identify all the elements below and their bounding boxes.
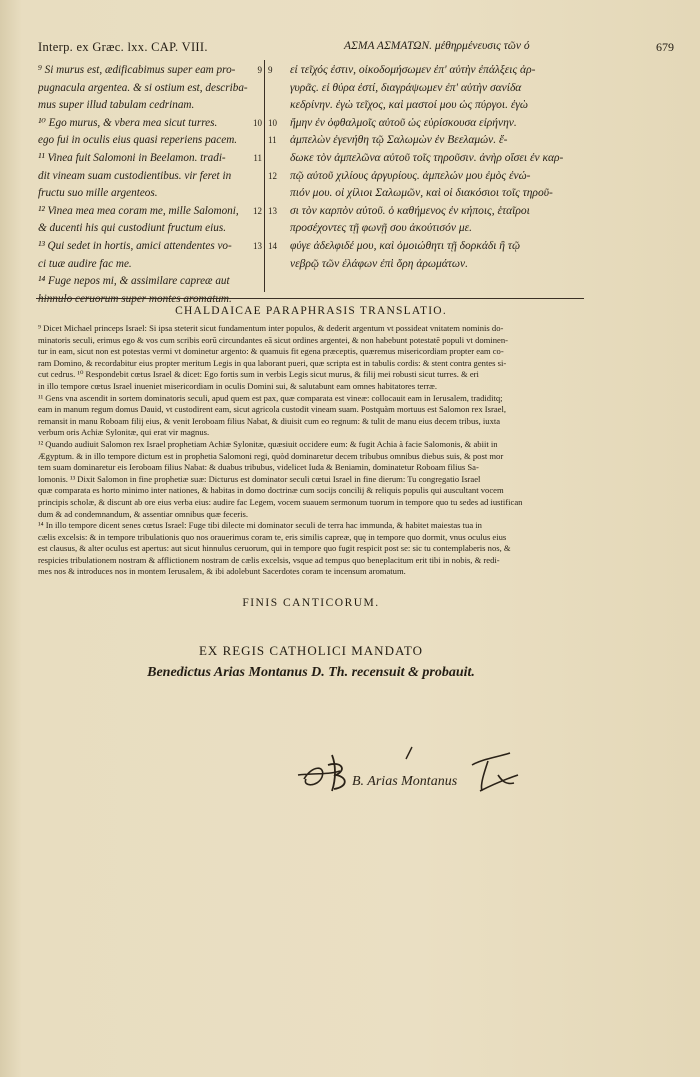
finis-heading: FINIS CANTICORUM. bbox=[242, 597, 380, 609]
paraphrasis-line: quæ comparata es horto minimo inter nationes, & habitas in domo doctrinæ cum socijs concilij & reliquis populis qui auscultant vocem bbox=[38, 485, 504, 496]
verse-mark bbox=[244, 273, 262, 291]
header-chapter: Interp. ex Græc. lxx. CAP. VIII. bbox=[38, 40, 208, 54]
paraphrasis-line: ¹⁴ In illo tempore dicent senes cœtus Israel: Fuge tibi dilecte mi dominator seculi de terra hac immunda, & habitet maiestas tua in bbox=[38, 520, 482, 531]
paraphrasis-line: ¹² Quando audiuit Salomon rex Israel prophetiam Achiæ Sylonitæ, quæsiuit occidere eum: & fugit Achia à facie Salomonis, & abiit in bbox=[38, 438, 498, 449]
latin-line: dit vineam suam custodientibus. vir feret in bbox=[38, 169, 232, 182]
latin-line: ¹¹ Vinea fuit Salomoni in Beelamon. tradi- bbox=[38, 151, 226, 164]
paraphrasis-line: verbum oris Achiæ Sylonitæ, qui erat vir magnus. bbox=[38, 427, 210, 438]
verse-mark: 13 bbox=[268, 205, 277, 216]
verse-mark bbox=[268, 256, 286, 274]
paraphrasis-line: cut cedrus. ¹⁰ Respondebit cœtus Israel & dicet: Ego fortis sum in verbis Legis sicut murus, & filij mei robusti sicut turres. & eri bbox=[38, 369, 479, 380]
paraphrasis-line: est clausus, & alter oculus est apertus: aut sicut hinnulus ceruorum, qui in tempore quo fugit respicit post se: sic tu contemplaberis nos, & bbox=[38, 543, 511, 554]
latin-line: ¹⁴ Fuge nepos mi, & assimilare capreæ aut bbox=[38, 275, 230, 288]
verse-mark bbox=[244, 185, 262, 203]
paraphrasis-title: CHALDAICAE PARAPHRASIS TRANSLATIO. bbox=[175, 305, 447, 317]
latin-line: fructu suo mille argenteos. bbox=[38, 187, 158, 200]
verse-mark: 9 bbox=[257, 65, 262, 75]
verse-mark: 13 bbox=[253, 240, 262, 251]
greek-line: νεβρῷ τῶν ἐλάφων ἐπὶ ὄρη ἀρωμάτων. bbox=[290, 257, 469, 270]
verse-mark bbox=[244, 220, 262, 238]
greek-line: εἰ τεῖχός ἐστιν, οἰκοδομήσωμεν ἐπ' αὐτὴν ἐπάλξεις ἀρ- bbox=[290, 64, 536, 76]
greek-line: ἤμην ἐν ὀφθαλμοῖς αὐτοῦ ὡς εὑρίσκουσα εἰρήνην. bbox=[290, 116, 517, 129]
latin-line: ego fui in oculis eius quasi reperiens pacem. bbox=[38, 134, 238, 147]
paraphrasis-line: in illo tempore cœtus Israel inueniet misericordiam in oculis Domini sui, & salutabunt eam omnes habitatores terræ. bbox=[38, 380, 438, 391]
paraphrasis-line: Ægyptum. & in illo tempore dictum est in prophetia Salomoni regi, quòd dominaretur decem tribubus omnibus diebus suis, & post mor bbox=[38, 450, 504, 461]
verse-mark bbox=[268, 185, 286, 203]
verse-mark: 14 bbox=[268, 240, 277, 251]
greek-line: σι τὸν καρπὸν αὐτοῦ. ὁ καθήμενος ἐν κήποις, ἑταῖροι bbox=[290, 204, 530, 217]
approval-line: Benedictus Arias Montanus D. Th. recensuit & probauit. bbox=[147, 665, 475, 680]
verse-marks-left bbox=[244, 62, 262, 308]
latin-line: pugnacula argentea. & si ostium est, describa- bbox=[38, 81, 248, 94]
latin-line: ¹³ Qui sedet in hortis, amici attendentes vo- bbox=[38, 239, 232, 252]
latin-line: ¹² Vinea mea mea coram me, mille Salomoni, bbox=[38, 204, 239, 217]
header-greek-title: ΑΣΜΑ ΑΣΜΑΤΩΝ. μέθηρμένευσις τῶν ό bbox=[344, 40, 530, 52]
greek-line: πιόν μου. οἱ χίλιοι Σαλωμῶν, καὶ οἱ διακόσιοι τοῖς τηροῦ- bbox=[290, 187, 553, 200]
greek-line: κεδρίνην. ἐγὼ τεῖχος, καὶ μαστοί μου ὡς πύργοι. ἐγὼ bbox=[290, 99, 529, 112]
greek-column bbox=[290, 62, 590, 273]
paraphrasis-line: ram Domino, & recordabitur eius propter meritum Legis in qua laborant pueri, quæ scripta est in tabulis cordis: & stent contra gentes si- bbox=[38, 357, 507, 368]
paraphrasis-line: dum & ad condemnandum, & assentiar omnibus quæ feceris. bbox=[38, 508, 249, 519]
verse-mark: 10 bbox=[253, 117, 262, 128]
verse-mark bbox=[268, 150, 286, 168]
verse-mark bbox=[268, 97, 286, 115]
latin-line: ci tuæ audire fac me. bbox=[38, 257, 132, 270]
verse-mark: 11 bbox=[253, 152, 262, 163]
latin-column bbox=[38, 62, 260, 308]
handwritten-signature bbox=[292, 735, 532, 805]
greek-line: ἀμπελὼν ἐγενήθη τῷ Σαλωμὼν ἐν Βεελαμών. ἔ- bbox=[290, 134, 508, 147]
verse-mark bbox=[244, 256, 262, 274]
paraphrasis-line: respicies tribulationem nostram & afflictionem nostram de cælis excelsis, vsque ad tempus quo beneplacitum erit tibi in nobis, & redi- bbox=[38, 554, 500, 565]
verse-mark: 9 bbox=[268, 65, 273, 75]
running-header bbox=[38, 40, 678, 60]
signature-text: B. Arias Montanus bbox=[352, 774, 458, 789]
paraphrasis-line: mes nos & introduces nos in montem Ierusalem, & ibi adolebunt Sacerdotes coram te incensum aromatum. bbox=[38, 566, 406, 577]
paraphrasis-line: ¹¹ Gens vna ascendit in sortem dominatoris seculi, apud quem est pax, quæ comparata est vineæ: collocauit eam in Ierusalem, tradiditq; bbox=[38, 392, 503, 403]
greek-line: φύγε ἀδελφιδέ μου, καὶ ὁμοιώθητι τῇ δορκάδι ἢ τῷ bbox=[290, 239, 521, 252]
verse-mark bbox=[244, 97, 262, 115]
latin-line: ⁹ Si murus est, ædificabimus super eam pro- bbox=[38, 64, 236, 76]
latin-line: ¹⁰ Ego murus, & vbera mea sicut turres. bbox=[38, 116, 218, 129]
paraphrasis-line: lomonis. ¹³ Dixit Salomon in fine prophetiæ suæ: Dicturus est dominator seculi cœtui Israel in fine dierum: Tu congregatio Israel bbox=[38, 473, 481, 484]
verse-mark: 12 bbox=[253, 205, 262, 216]
mandato-line: EX REGIS CATHOLICI MANDATO bbox=[198, 643, 423, 658]
verse-mark bbox=[244, 132, 262, 150]
verse-marks-right bbox=[268, 62, 286, 273]
paraphrasis-line: minatoris seculi, erimus ego & vos cum scribis eorū circundantes eā sicut ordines argentei, & non habebunt potestatē populi vt dominen- bbox=[38, 334, 508, 345]
paraphrasis-text bbox=[38, 323, 588, 578]
paraphrasis-line: cælis excelsis: & in tempore tribulationis quo nos orauerimus coram te, eris similis capreæ, quę in tempore quo dormit, vnus oculus eius bbox=[38, 531, 507, 542]
verse-mark bbox=[244, 168, 262, 186]
verse-mark bbox=[268, 220, 286, 238]
paraphrasis-line: ⁹ Dicet Michael princeps Israel: Si ipsa steterit sicut fundamentum inter populos, & dederit argentum vt possideat vnitatem nominis do- bbox=[38, 323, 504, 333]
paraphrasis-line: principis scholæ, & discunt ab ore eius verba eius: audire fac Legem, vocem suauem sermonum tuorum in tempore quo tu sedes ad iustifican bbox=[38, 496, 523, 507]
greek-line: γυρᾶς. εἰ θύρα ἐστί, διαγράψωμεν ἐπ' αὐτὴν σανίδα bbox=[290, 81, 522, 94]
verse-mark: 11 bbox=[268, 135, 277, 146]
greek-line: πῷ αὐτοῦ χιλίους ἀργυρίους. ἀμπελών μου ἐμὸς ἐνώ- bbox=[290, 169, 531, 182]
paraphrasis-line: remansit in manu Roboam filij eius, & venit Ieroboam filius Nabat, & diuisit cum eo regnum: & tulit de manu eius decem tribus, iuxta bbox=[38, 415, 501, 426]
page-number: 679 bbox=[656, 40, 674, 54]
verse-mark: 12 bbox=[268, 170, 277, 181]
column-divider bbox=[264, 60, 265, 292]
verse-mark: 10 bbox=[268, 117, 277, 128]
paraphrasis-line: tem suam dominaretur eis Ieroboam filius Nabat: & duabus tribubus, videlicet Iuda & Beniamin, dominatetur Roboam filius Sa- bbox=[38, 462, 479, 473]
verse-mark bbox=[268, 80, 286, 98]
section-rule bbox=[36, 298, 584, 299]
paraphrasis-line: eam in manum regum domus Dauid, vt custodirent eam, sicut agricola custodit vineam suam. Postquàm mortuus est Salomon rex Israel, bbox=[38, 404, 507, 415]
greek-line: δωκε τὸν ἀμπελῶνα αὐτοῦ τοῖς τηροῦσιν. ἀνὴρ οἴσει ἐν καρ- bbox=[290, 151, 564, 164]
greek-line: προσέχοντες τῇ φωνῇ σου ἀκούτισόν με. bbox=[290, 222, 473, 235]
verse-mark bbox=[244, 80, 262, 98]
latin-line: mus super illud tabulam cedrinam. bbox=[38, 99, 195, 112]
latin-line: & ducenti his qui custodiunt fructum eius. bbox=[38, 222, 226, 235]
paraphrasis-line: tur in eam, sicut non est potestas vermi vt dominetur argento: & quamuis fit egena præceptis, quæremus misericordiam propter eam co- bbox=[38, 346, 504, 357]
